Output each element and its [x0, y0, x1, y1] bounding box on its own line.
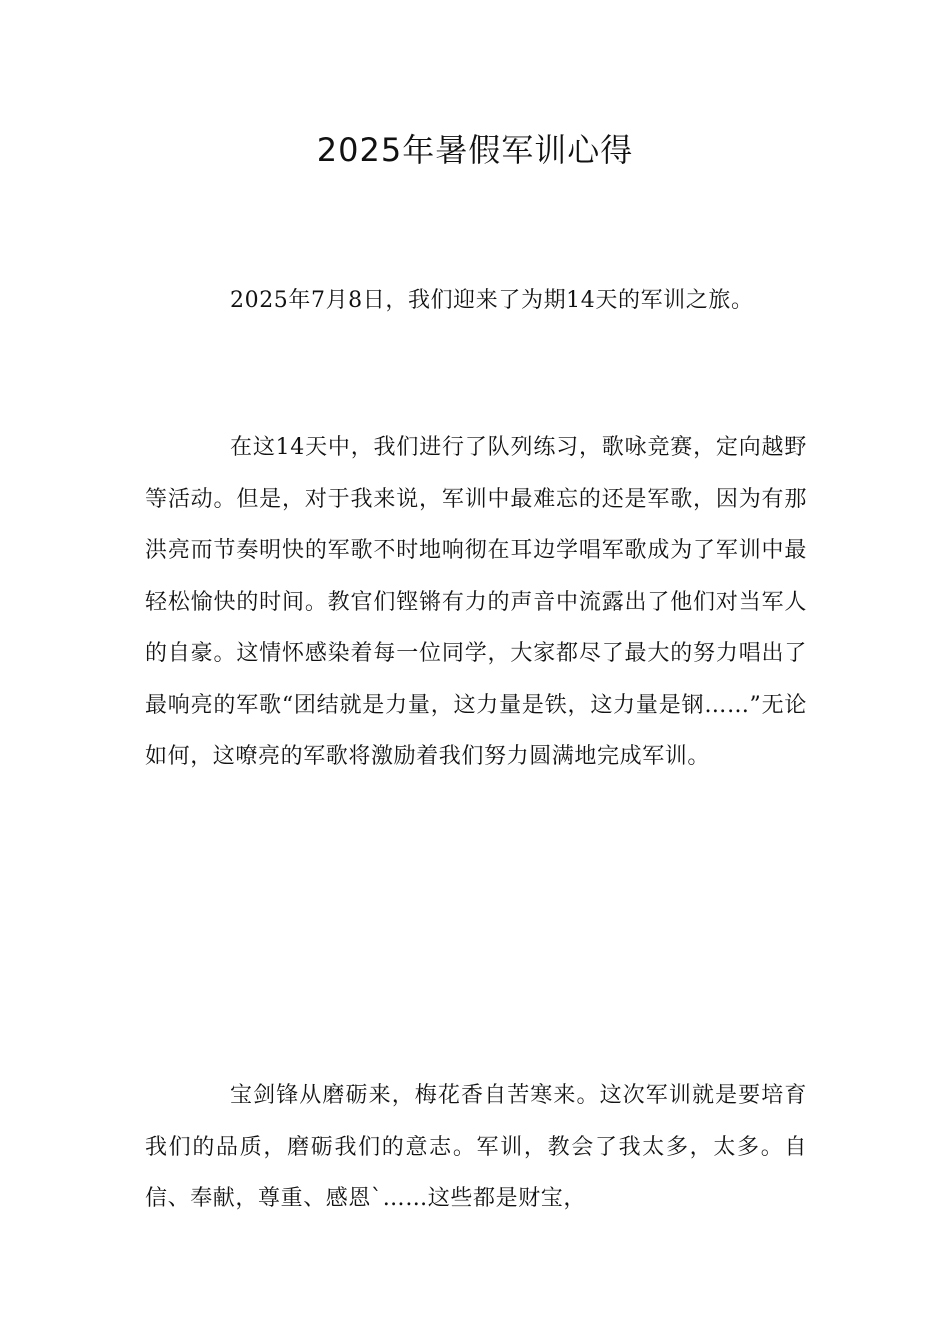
paragraph-military-songs: 在这14天中，我们进行了队列练习，歌咏竞赛，定向越野等活动。但是，对于我来说，军训中最难忘的还是军歌，因为有那洪亮而节奏明快的军歌不时地响彻在耳边学唱军歌成为了军训中最轻松愉快的时间。教官们铿锵有力的声音中流露出了他们对当军人的自豪。这情怀感染着每一位同学，大家都尽了最大的努力唱出了最响亮的军歌“团结就是力量，这力量是铁，这力量是钢……”无论如何，这嘹亮的军歌将激励着我们努力圆满地完成军训。 — [145, 435, 807, 769]
paragraph-reflection: 宝剑锋从磨砺来，梅花香自苦寒来。这次军训就是要培育我们的品质，磨砺我们的意志。军训，教会了我太多，太多。自信、奉献，尊重、感恩`……这些都是财宝， — [145, 1083, 807, 1211]
document-title: 2025年暑假军训心得 — [316, 131, 634, 169]
paragraph-intro: 2025年7月8日，我们迎来了为期14天的军训之旅。 — [230, 288, 754, 313]
